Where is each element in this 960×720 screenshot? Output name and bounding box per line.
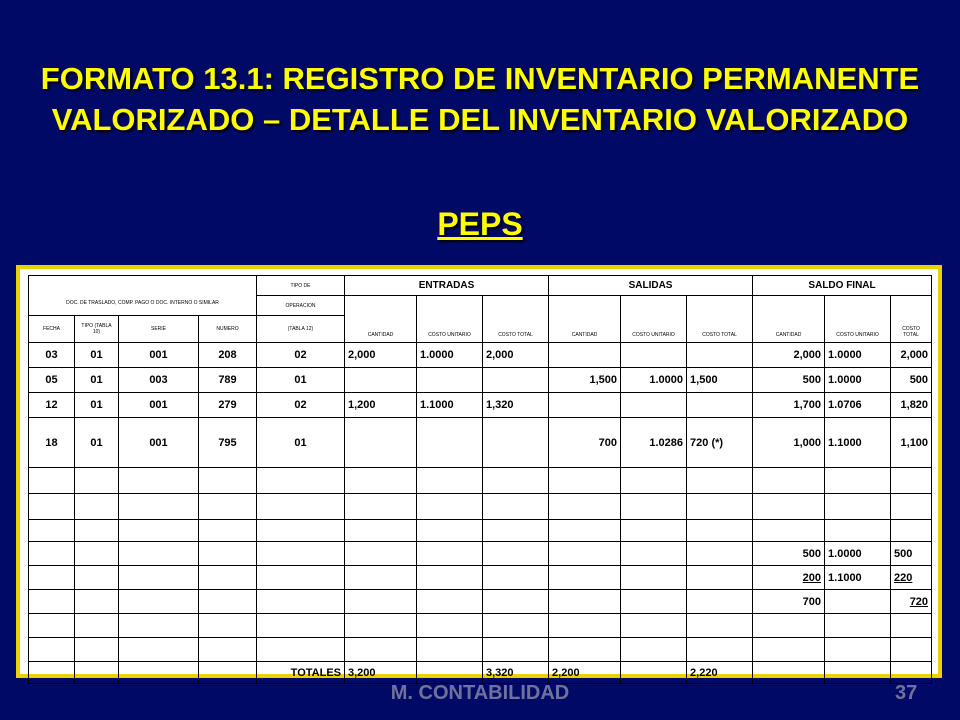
cell-entradas-costo-unitario [417,368,483,393]
cell-tipo: 01 [75,418,119,468]
fecha-header: FECHA [29,316,75,343]
cell-salidas-cantidad: 1,500 [549,368,621,393]
tipo-tabla-header: TIPO (TABLA 10) [75,316,119,343]
cell-fecha: 12 [29,393,75,418]
cell-entradas-costo-total [483,418,549,468]
cell-saldo-costo-total: 1,100 [891,418,932,468]
cell-entradas-costo-total [483,368,549,393]
saldo-costo-total-header: COSTO TOTAL [891,296,932,343]
cell-salidas-costo-unitario: 1.0000 [621,368,687,393]
cell-saldo-cantidad: 1,700 [753,393,825,418]
cell-operacion: 02 [257,343,345,368]
salidas-costo-unitario-header: COSTO UNITARIO [621,296,687,343]
detail-row [29,566,932,590]
cell-salidas-costo-unitario: 1.0286 [621,418,687,468]
cell-saldo-cantidad: 1,000 [753,418,825,468]
cell-entradas-cantidad [345,418,417,468]
cell-serie: 001 [119,418,199,468]
totals-label: TOTALES [257,662,345,684]
table-row [29,343,932,368]
totals-salidas-cantidad: 2,200 [549,662,621,684]
cell-entradas-costo-unitario: 1.1000 [417,393,483,418]
tipo-operacion-header-mid: OPERACION [257,296,345,316]
totals-entradas-cantidad: 3,200 [345,662,417,684]
numero-header: NUMERO [199,316,257,343]
cell-salidas-costo-total: 1,500 [687,368,753,393]
cell-saldo-cantidad: 500 [753,368,825,393]
page-number: 37 [895,682,918,704]
footer-text: M. CONTABILIDAD [390,682,570,704]
cell-salidas-cantidad [549,343,621,368]
cell-saldo-cantidad: 2,000 [753,343,825,368]
salidas-header: SALIDAS [549,276,753,296]
doc-group-header: DOC. DE TRASLADO, COMP. PAGO O DOC. INTERNO O SIMILAR [29,276,257,316]
inventory-register-table [28,275,932,684]
cell-saldo-costo-unitario: 1.0000 [825,343,891,368]
empty-row [29,494,932,520]
slide-title: FORMATO 13.1: REGISTRO DE INVENTARIO PERMANENTE VALORIZADO – DETALLE DEL INVENTARIO VALORIZADO [40,61,920,137]
cell-entradas-costo-unitario: 1.0000 [417,343,483,368]
totals-row [29,662,932,684]
cell-salidas-cantidad [549,393,621,418]
cell-saldo-costo-unitario: 1.0706 [825,393,891,418]
salidas-costo-total-header: COSTO TOTAL [687,296,753,343]
tipo-operacion-header-bottom: (TABLA 12) [257,316,345,343]
cell-serie: 001 [119,343,199,368]
cell-serie: 001 [119,393,199,418]
cell-serie: 003 [119,368,199,393]
cell-saldo-costo-unitario: 1.1000 [825,418,891,468]
cell-salidas-costo-total [687,393,753,418]
cell-salidas-costo-unitario [621,343,687,368]
serie-header: SERIE [119,316,199,343]
entradas-costo-unitario-header: COSTO UNITARIO [417,296,483,343]
detail-cantidad: 200 [753,566,825,590]
cell-saldo-costo-total: 500 [891,368,932,393]
detail-costo-total: 500 [891,542,932,566]
cell-tipo: 01 [75,343,119,368]
saldo-final-header: SALDO FINAL [753,276,932,296]
cell-entradas-cantidad: 1,200 [345,393,417,418]
cell-fecha: 18 [29,418,75,468]
detail-cantidad: 500 [753,542,825,566]
detail-cantidad: 700 [753,590,825,614]
cell-tipo: 01 [75,393,119,418]
detail-row [29,590,932,614]
cell-numero: 279 [199,393,257,418]
totals-salidas-costo-total: 2,220 [687,662,753,684]
table-row [29,368,932,393]
cell-salidas-costo-unitario [621,393,687,418]
detail-costo-unitario: 1.1000 [825,566,891,590]
cell-saldo-costo-total: 2,000 [891,343,932,368]
cell-operacion: 02 [257,393,345,418]
detail-costo-unitario: 1.0000 [825,542,891,566]
cell-entradas-costo-total: 1,320 [483,393,549,418]
totals-entradas-costo-total: 3,320 [483,662,549,684]
cell-numero: 795 [199,418,257,468]
cell-operacion: 01 [257,368,345,393]
entradas-cantidad-header: CANTIDAD [345,296,417,343]
cell-tipo: 01 [75,368,119,393]
entradas-header: ENTRADAS [345,276,549,296]
table-row [29,418,932,468]
cell-entradas-costo-unitario [417,418,483,468]
detail-costo-total: 720 [891,590,932,614]
tipo-operacion-header-top: TIPO DE [257,276,345,296]
detail-costo-unitario [825,590,891,614]
cell-fecha: 05 [29,368,75,393]
cell-salidas-costo-total [687,343,753,368]
empty-row [29,614,932,638]
cell-numero: 789 [199,368,257,393]
table-row [29,393,932,418]
cell-entradas-cantidad: 2,000 [345,343,417,368]
cell-fecha: 03 [29,343,75,368]
cell-salidas-cantidad: 700 [549,418,621,468]
entradas-costo-total-header: COSTO TOTAL [483,296,549,343]
empty-row [29,520,932,542]
empty-row [29,468,932,494]
cell-numero: 208 [199,343,257,368]
cell-saldo-costo-total: 1,820 [891,393,932,418]
cell-saldo-costo-unitario: 1.0000 [825,368,891,393]
cell-operacion: 01 [257,418,345,468]
detail-costo-total: 220 [891,566,932,590]
cell-entradas-cantidad [345,368,417,393]
method-subtitle: PEPS [437,206,523,242]
cell-salidas-costo-total: 720 (*) [687,418,753,468]
detail-row [29,542,932,566]
inventory-table-frame [16,265,942,678]
saldo-cantidad-header: CANTIDAD [753,296,825,343]
empty-row [29,638,932,662]
cell-entradas-costo-total: 2,000 [483,343,549,368]
salidas-cantidad-header: CANTIDAD [549,296,621,343]
saldo-costo-unitario-header: COSTO UNITARIO [825,296,891,343]
